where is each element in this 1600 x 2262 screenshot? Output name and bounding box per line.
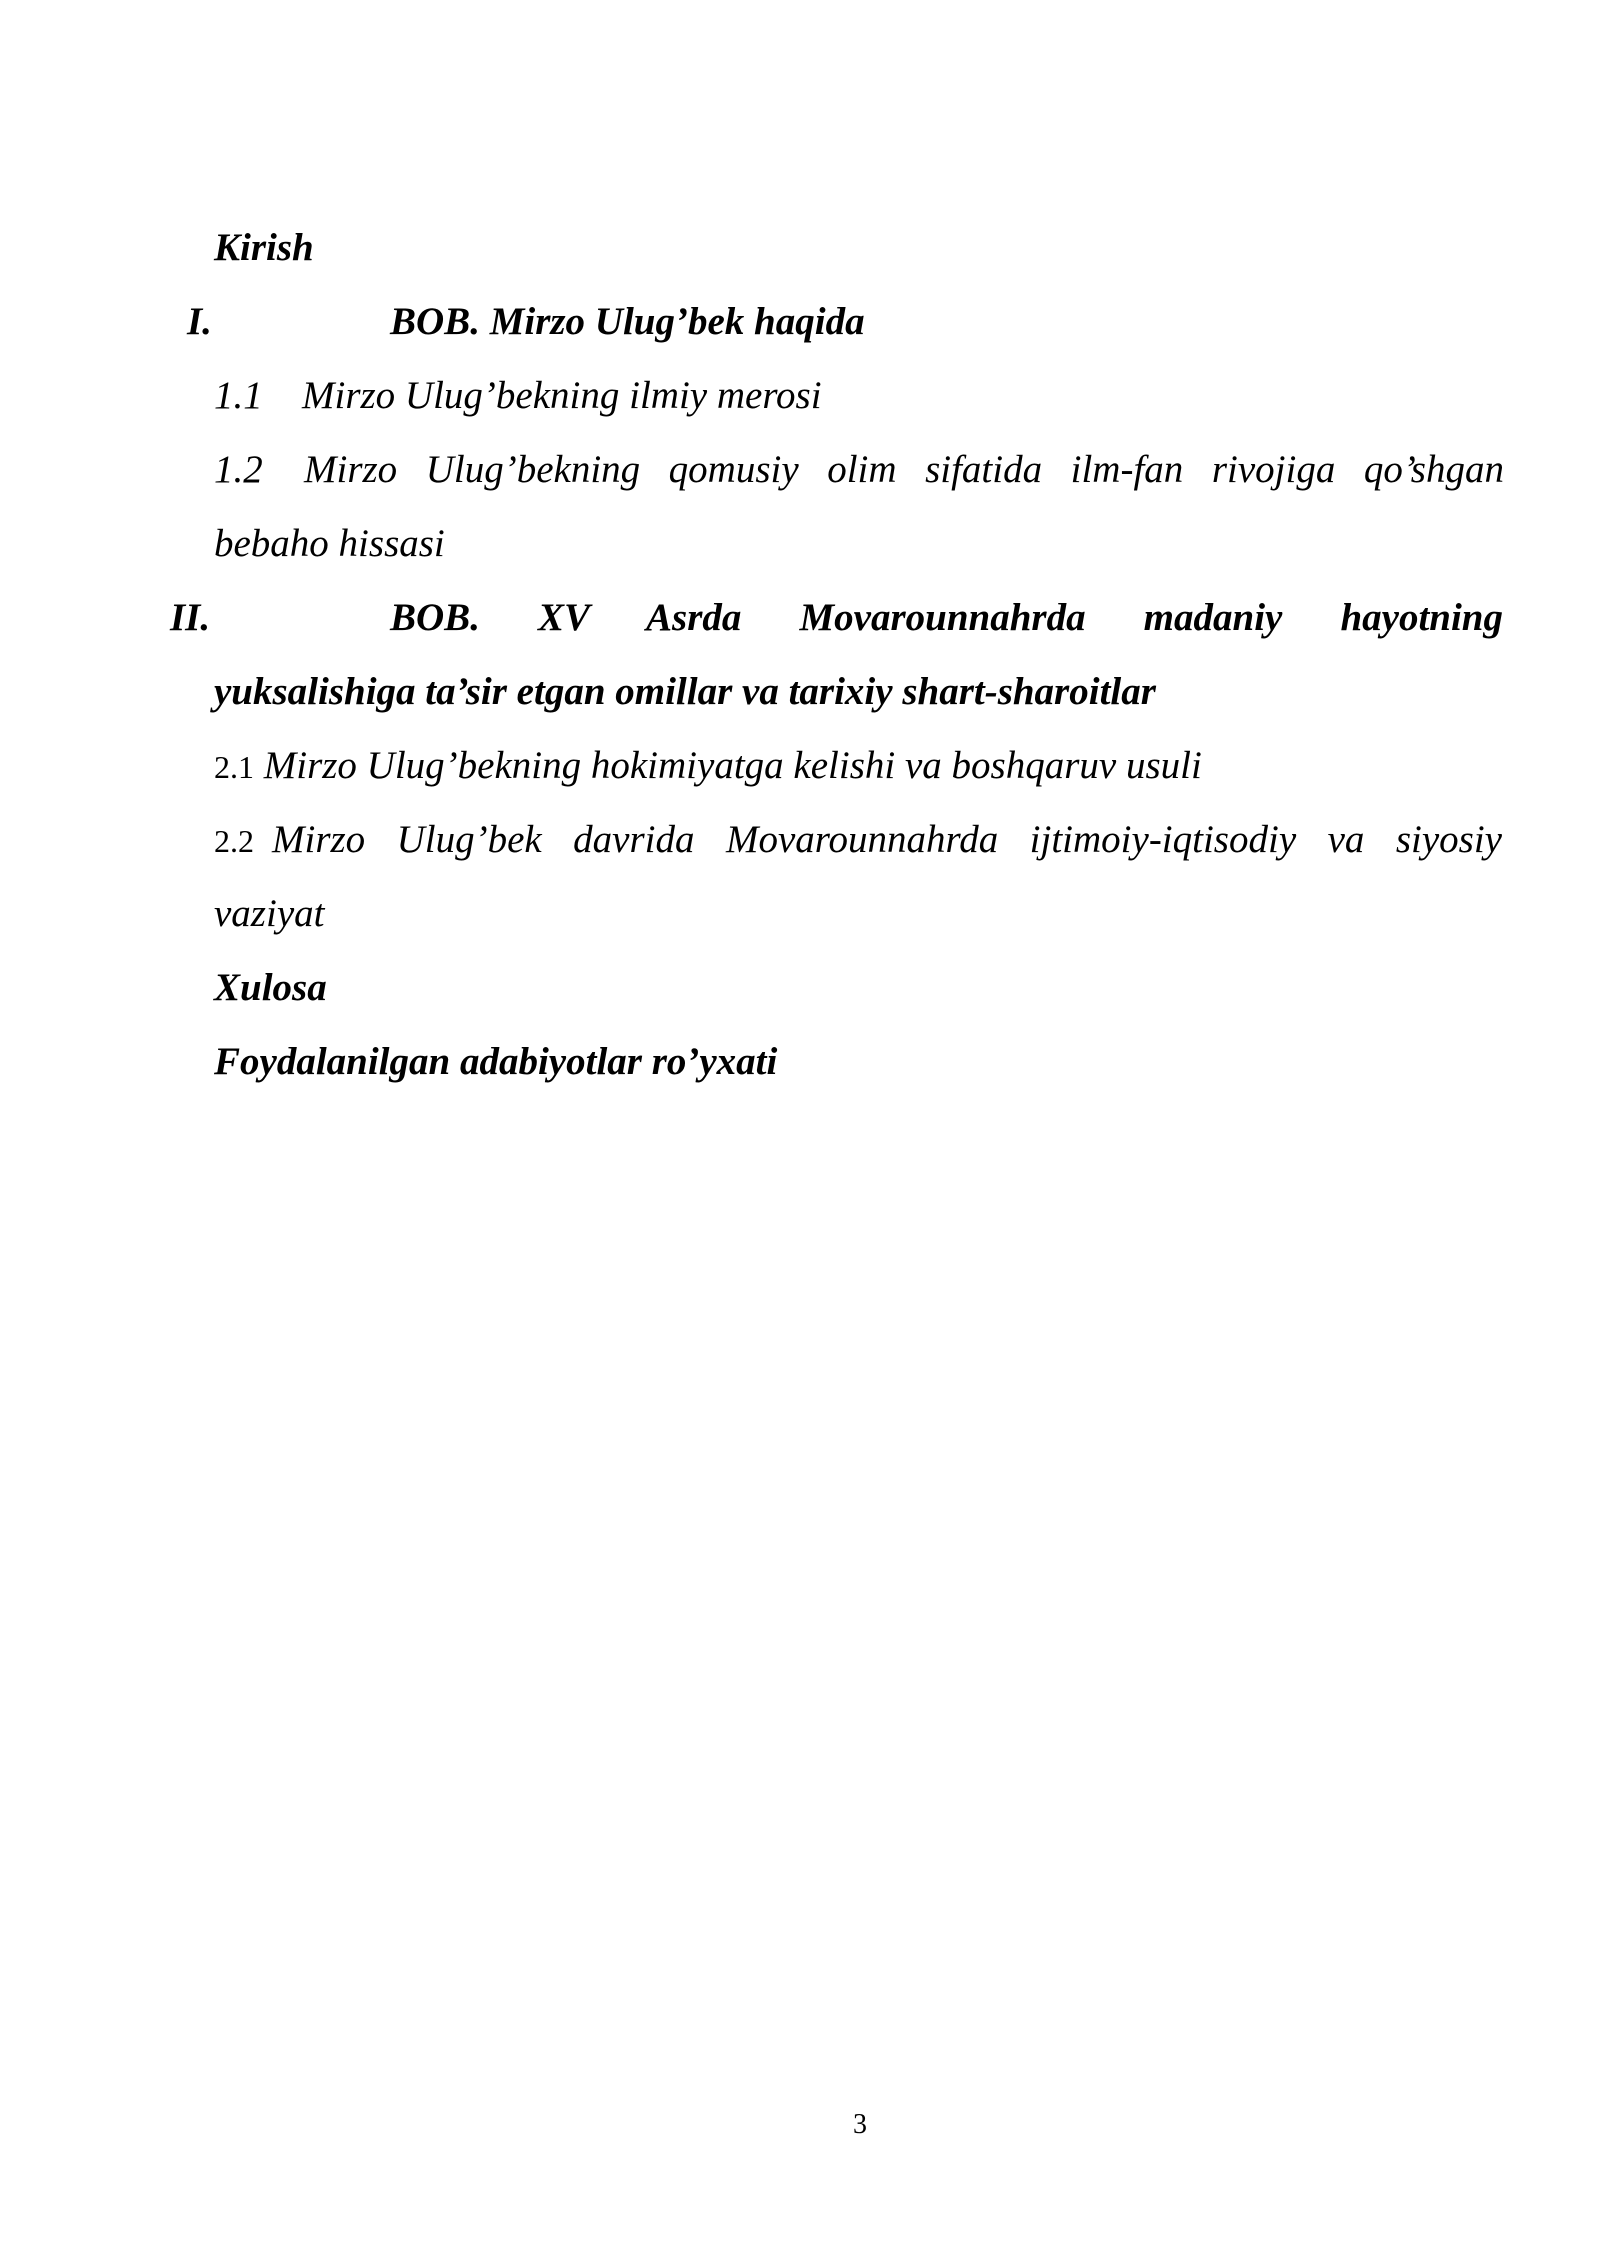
section-2-1	[214, 742, 1202, 791]
section-1-1-number: 1.1	[214, 374, 263, 417]
toc-references: Foydalanilgan adabiyotlar ro’yxati	[214, 1040, 778, 1083]
chapter1-title: BOB. Mirzo Ulug’bek haqida	[390, 300, 865, 343]
section-2-2-title-line1: Mirzo Ulug’bek davrida Movarounnahrda ijtimoiy-iqtisodiy va siyosiy	[272, 818, 1502, 861]
chapter1-numeral: I.	[187, 300, 212, 343]
section-2-2	[214, 816, 1504, 865]
page-number: 3	[853, 2109, 867, 2140]
section-2-2-title-line2: vaziyat	[214, 892, 325, 935]
section-2-1-number: 2.1	[214, 749, 254, 785]
section-1-2-title-line1: Mirzo Ulug’bekning qomusiy olim sifatida ilm-fan rivojiga qo’shgan	[304, 448, 1504, 491]
toc-conclusion: Xulosa	[214, 966, 327, 1009]
chapter2-title-line1: BOB. XV Asrda Movarounnahrda madaniy hayotning	[390, 596, 1503, 639]
chapter2-numeral: II.	[170, 596, 211, 639]
section-1-2	[214, 446, 1504, 494]
section-1-2-number: 1.2	[214, 448, 263, 491]
section-1-1-title: Mirzo Ulug’bekning ilmiy merosi	[302, 374, 822, 417]
section-2-2-number: 2.2	[214, 823, 254, 859]
section-1-2-title-line2: bebaho hissasi	[214, 522, 445, 565]
chapter2-title-line2: yuksalishiga ta’sir etgan omillar va tarixiy shart-sharoitlar	[214, 670, 1156, 713]
section-1-1	[214, 372, 822, 420]
toc-intro: Kirish	[214, 226, 314, 269]
section-2-1-title: Mirzo Ulug’bekning hokimiyatga kelishi va boshqaruv usuli	[263, 744, 1202, 787]
